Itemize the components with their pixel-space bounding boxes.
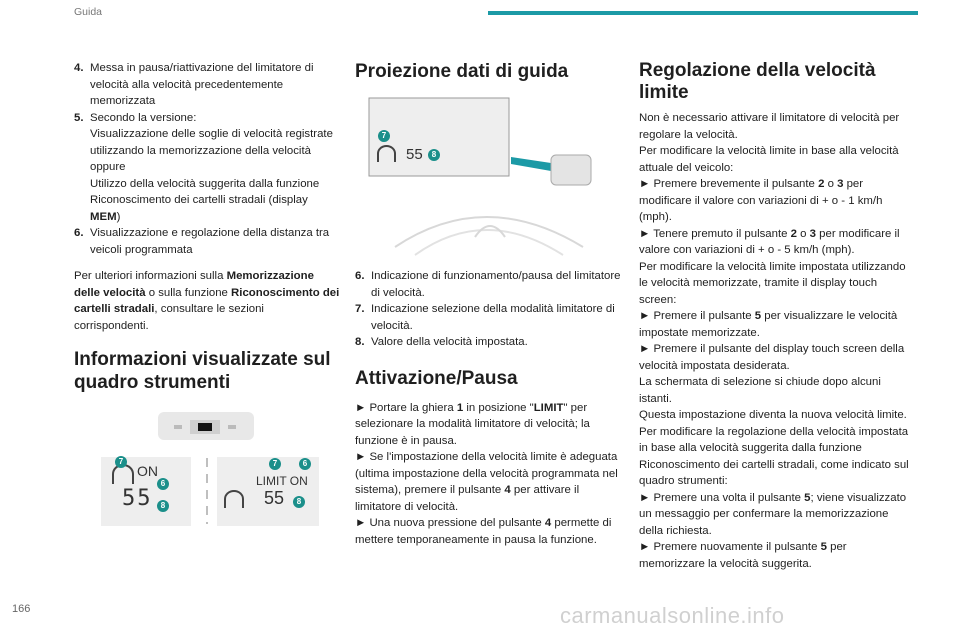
paragraph: ► Premere nuovamente il pulsante 5 per memorizzare la velocità suggerita. [639, 541, 847, 570]
badge-6: 6 [157, 478, 169, 490]
list-item: 6. Visualizzazione e regolazione della distanza tra veicoli programmata [74, 227, 330, 256]
header-accent-bar [488, 11, 918, 15]
paragraph: ► Premere una volta il pulsante 5; viene visualizzato un messaggio per confermare la memorizzazione della richiesta. [639, 491, 907, 537]
column-3 [639, 60, 909, 572]
list-item: 5. Secondo la versione: Visualizzazione delle soglie di velocità registrate utilizzando la memorizzazione della velocità oppure Utilizzo della velocità suggerita dalla funzione Riconoscimento dei cartelli stradali (display MEM) [74, 111, 333, 223]
speed-value: 55 [264, 488, 285, 508]
info-paragraph: Per ulteriori informazioni sulla Memorizzazione delle velocità o sulla funzione Riconoscimento dei cartelli stradali, consultare le sezioni corrispondenti. [74, 270, 340, 332]
paragraph: ► Premere brevemente il pulsante 2 o 3 per modificare il valore con variazioni di + o - 1 km/h (mph). [639, 178, 883, 223]
on-label: ON [137, 463, 158, 479]
list-item: 4. Messa in pausa/riattivazione del limitatore di velocità alla velocità precedentemente memorizzata [74, 62, 314, 107]
speed-value: 55 [122, 486, 153, 511]
section-heading: Proiezione dati di guida [355, 61, 569, 82]
watermark: carmanualsonline.info [560, 603, 785, 628]
paragraph: La schermata di selezione si chiude dopo alcuni istanti. [639, 376, 881, 405]
page-number: 166 [12, 603, 31, 615]
badge-8: 8 [157, 500, 169, 512]
hud-figure [355, 97, 621, 262]
section-heading: Attivazione/Pausa [355, 367, 518, 389]
paragraph: ► Una nuova pressione del pulsante 4 permette di mettere temporaneamente in pausa la funzione. [355, 517, 612, 546]
paragraph: Per modificare la velocità limite impostata utilizzando le velocità memorizzate, tramite il display touch screen: [639, 260, 906, 306]
badge-6: 6 [299, 458, 311, 470]
badge-7: 7 [115, 456, 127, 468]
list-item: 8. Valore della velocità impostata. [355, 336, 528, 348]
cluster-figure [74, 412, 340, 530]
hud-illustration [355, 97, 621, 262]
limit-on-label: LIMIT ON [256, 474, 308, 488]
paragraph: ► Premere il pulsante del display touch screen della velocità impostata desiderata. [639, 343, 905, 372]
section-heading: Informazioni visualizzate sul quadro strumenti [74, 349, 331, 393]
paragraph: Questa impostazione diventa la nuova velocità limite. [639, 409, 907, 421]
paragraph: Per modificare la regolazione della velocità impostata in base alla velocità suggerita dalla funzione Riconoscimento dei cartelli stradali, come indicato sul quadro strumenti: [639, 425, 909, 487]
badge-7: 7 [378, 130, 390, 142]
column-2 [355, 60, 621, 548]
badge-7: 7 [269, 458, 281, 470]
speedometer-icon [377, 145, 396, 162]
badge-8: 8 [428, 149, 440, 161]
speed-value: 55 [406, 146, 423, 163]
badge-8: 8 [293, 496, 305, 508]
list-item: 7. Indicazione selezione della modalità limitatore di velocità. [355, 303, 615, 332]
list-item: 6. Indicazione di funzionamento/pausa del limitatore di velocità. [355, 270, 621, 299]
paragraph: Non è necessario attivare il limitatore di velocità per regolare la velocità. [639, 112, 900, 141]
paragraph: Per modificare la velocità limite in base alla velocità attuale del veicolo: [639, 145, 899, 174]
paragraph: ► Tenere premuto il pulsante 2 o 3 per modificare il valore con variazioni di + o - 5 km/h (mph). [639, 227, 900, 256]
running-header: Guida [74, 6, 103, 18]
paragraph: ► Se l'impostazione della velocità limite è adeguata (ultima impostazione della velocità programmata nel sistema), premere il pulsante 4 per attivare il limitatore di velocità. [355, 451, 618, 513]
column-1 [74, 60, 340, 530]
section-heading: Regolazione della velocità limite [639, 60, 876, 103]
speedometer-icon [224, 490, 244, 508]
paragraph: ► Premere il pulsante 5 per visualizzare le velocità impostate memorizzate. [639, 310, 898, 339]
paragraph: ► Portare la ghiera 1 in posizione "LIMIT" per selezionare la modalità limitatore di velocità; la funzione è in pausa. [355, 401, 590, 447]
